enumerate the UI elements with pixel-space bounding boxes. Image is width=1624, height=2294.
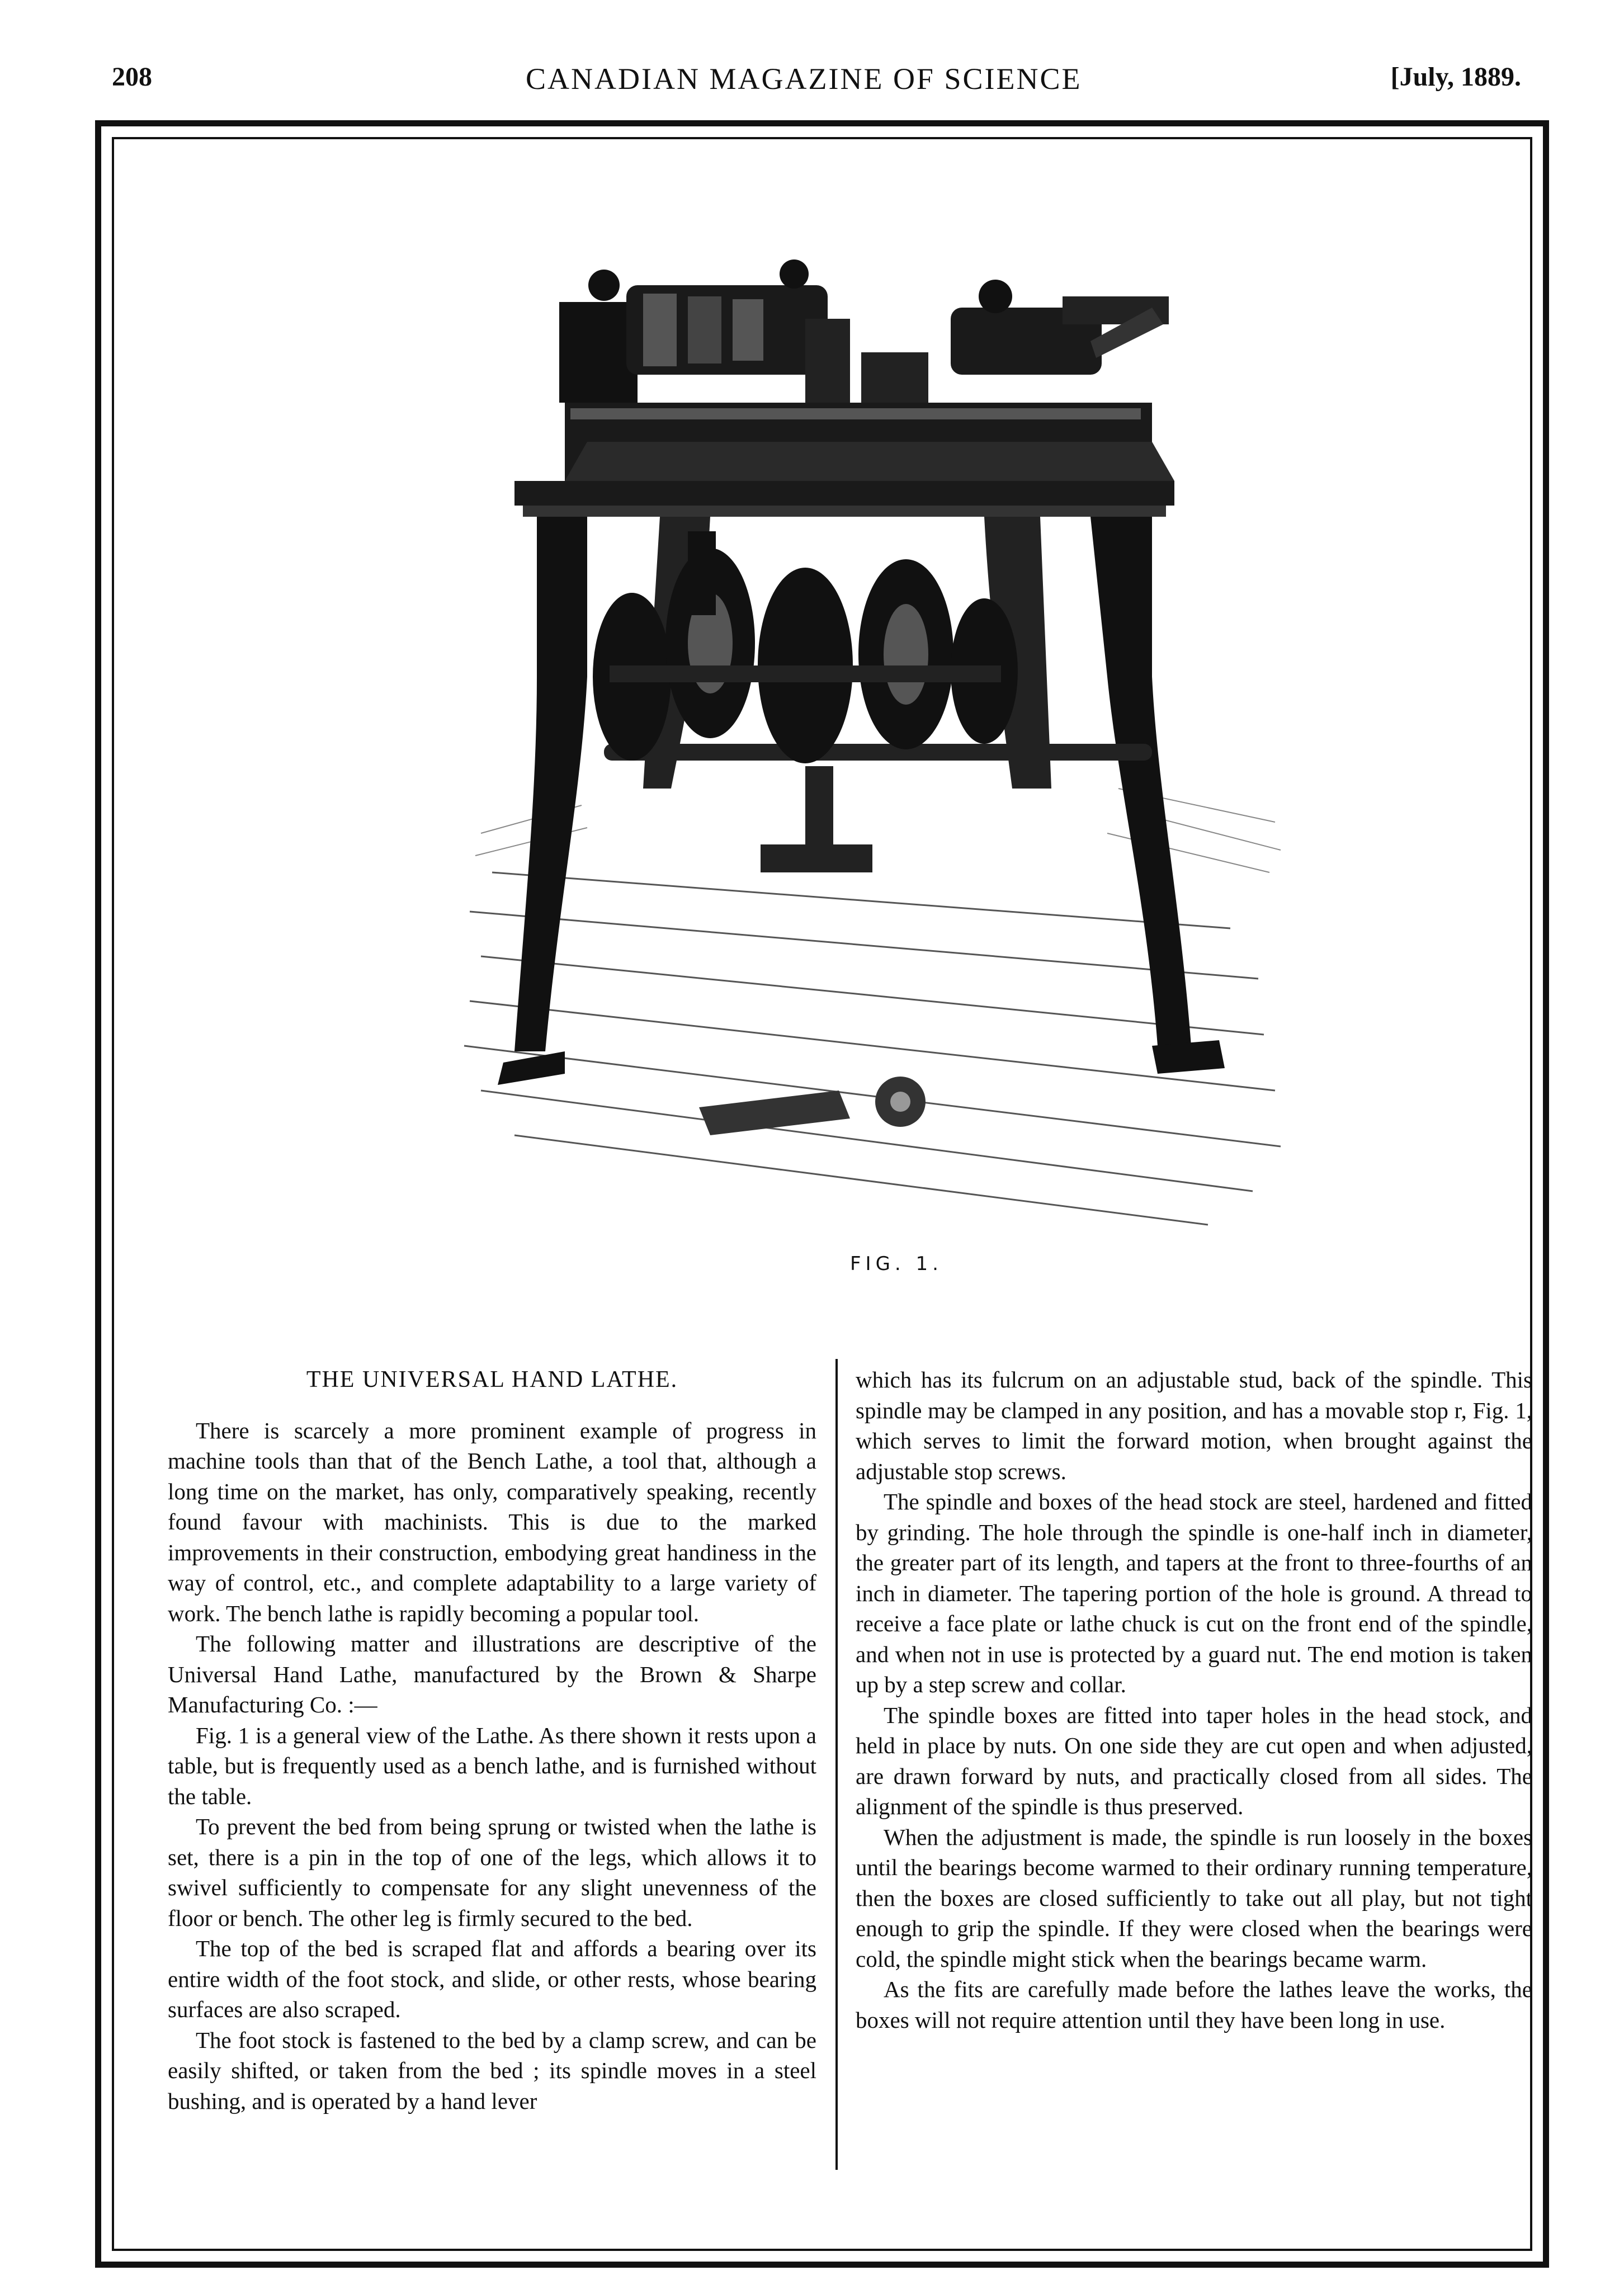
article-paragraph: There is scarcely a more prominent example of progress in machine tools than that of the Bench Lathe, a tool that, although a long time on the market, has only, comparatively speaking, recently found favour with machinists. This is due to the marked improvements in their construction, embodying great handiness in the way of control, etc., and complete adaptability to a large variety of work. The bench lathe is rapidly becoming a popular tool. — [168, 1417, 816, 1626]
article-paragraph: Fig. 1 is a general view of the Lathe. As there shown it rests upon a table, but is frequently used as a bench lathe, and is furnished without the table. — [168, 1722, 816, 1809]
article-paragraph: The top of the bed is scraped flat and affords a bearing over its entire width of the foot stock, and slide, or other rests, whose bearing surfaces are also scraped. — [168, 1936, 816, 2022]
figure-caption: FIG. 1. — [850, 1253, 943, 1275]
article-paragraph: The following matter and illustrations are descriptive of the Universal Hand Lathe, manufactured by the Brown & Sharpe Manufacturing Co. :— — [168, 1631, 816, 1717]
hand-lathe-illustration — [447, 173, 1297, 1247]
running-header — [112, 62, 1521, 112]
article-paragraph: When the adjustment is made, the spindle is run loosely in the boxes until the bearings become warmed to their ordinary running temperature, then the boxes are closed sufficiently to take out all play, but not tight enough to grip the spindle. If they were closed when the bearings were cold, the spindle might stick when the bearings became warm. — [856, 1824, 1532, 1972]
article-left-column — [168, 1365, 816, 2116]
article-paragraph: As the fits are carefully made before the lathes leave the works, the boxes will not require attention until they have been long in use. — [856, 1976, 1532, 2033]
article-paragraph: The spindle boxes are fitted into taper holes in the head stock, and held in place by nuts. On one side they are cut open and when adjusted, are drawn forward by nuts, and practically closed from all sides. The alignment of the spindle is thus preserved. — [856, 1702, 1532, 1819]
issue-date: [July, 1889. — [1390, 62, 1521, 92]
article-paragraph: To prevent the bed from being sprung or twisted when the lathe is set, there is a pin in the top of one of the legs, which allows it to swivel sufficiently to compensate for any slight unevenness of the floor or bench. The other leg is firmly secured to the bed. — [168, 1814, 816, 1931]
article-paragraph: The foot stock is fastened to the bed by a clamp screw, and can be easily shifted, or taken from the bed ; its spindle moves in a steel bushing, and is operated by a hand lever — [168, 2027, 816, 2114]
magazine-title: CANADIAN MAGAZINE OF SCIENCE — [526, 62, 1082, 96]
article-paragraph: The spindle and boxes of the head stock are steel, hardened and fitted by grinding. The hole through the spindle is one-half inch in diameter, the greater part of its length, and tapers at the front to three-fourths of an inch in diameter. The tapering portion of the hole is ground. A thread to receive a face plate or lathe chuck is cut on the front end of the spindle, and when not in use is protected by a guard nut. The end motion is taken up by a step screw and collar. — [856, 1489, 1532, 1697]
article-right-column — [856, 1365, 1532, 2035]
article-paragraph-continued: which has its fulcrum on an adjustable stud, back of the spindle. This spindle may be clamped in any position, and has a movable stop r, Fig. 1, which serves to limit the forward motion, when brought against the adjustable stop screws. — [856, 1367, 1532, 1484]
column-divider — [835, 1359, 838, 2170]
article-title: THE UNIVERSAL HAND LATHE. — [306, 1367, 678, 1393]
page-number: 208 — [112, 62, 152, 92]
